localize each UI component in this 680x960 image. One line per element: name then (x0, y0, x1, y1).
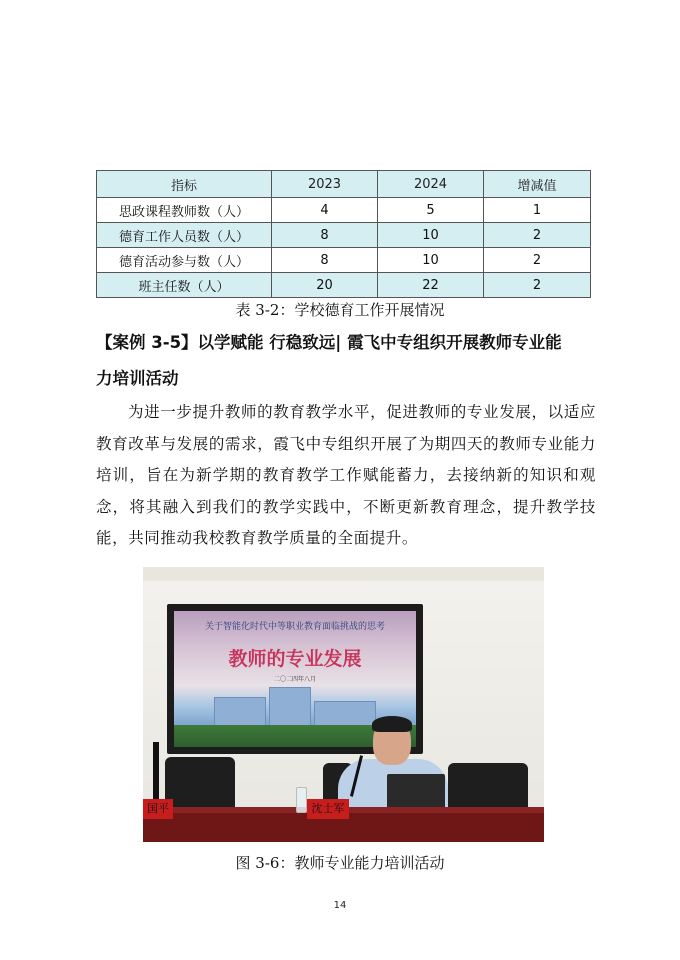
page-number: 14 (333, 900, 347, 911)
speaker-hair (372, 716, 412, 732)
building-graphic (269, 687, 311, 729)
chair (165, 757, 235, 812)
cell-change: 2 (484, 248, 591, 273)
cell-change: 2 (484, 223, 591, 248)
training-photo (143, 567, 544, 842)
table-row (97, 223, 591, 248)
screen-subtitle: 关于智能化时代中等职业教育面临挑战的思考 (204, 622, 385, 632)
table-row (97, 248, 591, 273)
cell-change: 1 (484, 198, 591, 223)
cell-2024: 10 (378, 248, 484, 273)
cell-2024: 22 (378, 273, 484, 298)
row-label: 班主任数（人） (97, 273, 272, 298)
table-caption: 表 3-2：学校德育工作开展情况 (235, 301, 445, 319)
row-label: 思政课程教师数（人） (97, 198, 272, 223)
cell-2023: 20 (272, 273, 378, 298)
header-2024: 2024 (378, 171, 484, 198)
case-title-line2: 力培训活动 (96, 369, 179, 388)
nameplate-left: 国平 (143, 799, 173, 819)
wall (143, 567, 544, 581)
table-row (97, 273, 591, 298)
table-row (97, 198, 591, 223)
screen-date: 二〇二四年八月 (273, 676, 316, 683)
table-header-row (97, 171, 591, 198)
chair (448, 763, 528, 813)
nameplate-right: 沈士军 (307, 799, 349, 819)
cell-2023: 4 (272, 198, 378, 223)
cell-change: 2 (484, 273, 591, 298)
cell-2024: 10 (378, 223, 484, 248)
moral-education-table (96, 170, 591, 298)
screen-title: 教师的专业发展 (228, 648, 362, 670)
cell-2024: 5 (378, 198, 484, 223)
case-title-line1: 【案例 3-5】以学赋能 行稳致远| 霞飞中专组织开展教师专业能 (96, 333, 562, 352)
row-label: 德育工作人员数（人） (97, 223, 272, 248)
header-change: 增减值 (484, 171, 591, 198)
header-2023: 2023 (272, 171, 378, 198)
water-bottle (296, 787, 307, 813)
row-label: 德育活动参与数（人） (97, 248, 272, 273)
figure-caption: 图 3-6：教师专业能力培训活动 (235, 854, 445, 872)
header-indicator: 指标 (97, 171, 272, 198)
body-paragraph: 为进一步提升教师的教育教学水平，促进教师的专业发展，以适应教育改革与发展的需求，霞飞中专组织开展了为期四天的教师专业能力培训，旨在为新学期的教育教学工作赋能蓄力，去接纳新的知识和观念，将其融入到我们的教学实践中，不断更新教育理念，提升教学技能，共同推动我校教育教学质量的全面提升。 (96, 403, 596, 547)
cell-2023: 8 (272, 223, 378, 248)
cell-2023: 8 (272, 248, 378, 273)
